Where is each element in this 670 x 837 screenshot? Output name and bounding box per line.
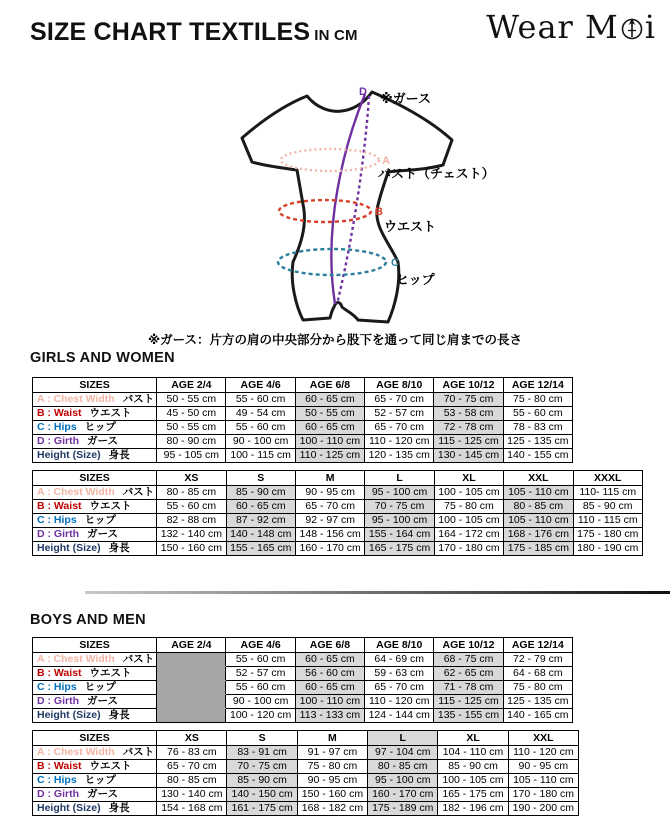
size-cell: 60 - 65 cm [295, 393, 364, 407]
size-cell: 115 - 125 cm [434, 695, 503, 709]
size-cell: 100 - 110 cm [295, 435, 364, 449]
column-header: M [295, 471, 364, 486]
girls-women-size-table [32, 470, 643, 556]
row-label [33, 393, 157, 407]
column-header: XXXL [573, 471, 642, 486]
brand-o-icon [620, 14, 644, 40]
size-cell: 97 - 104 cm [368, 746, 438, 760]
size-cell: 80 - 85 cm [157, 774, 227, 788]
size-cell: 92 - 97 cm [295, 514, 364, 528]
size-cell: 50 - 55 cm [157, 421, 226, 435]
column-header: AGE 10/12 [434, 378, 503, 393]
waist-jp-label: ウエスト [384, 219, 437, 234]
girth-letter-label: D [359, 86, 367, 98]
row-label [33, 449, 157, 463]
size-cell: 165 - 175 cm [438, 788, 508, 802]
size-cell: 80 - 90 cm [157, 435, 226, 449]
size-cell: 170 - 180 cm [434, 542, 503, 556]
size-cell: 170 - 180 cm [508, 788, 578, 802]
size-cell: 72 - 79 cm [503, 653, 572, 667]
table-row [33, 407, 573, 421]
table-row [33, 449, 573, 463]
row-label [33, 709, 157, 723]
column-header: XS [157, 731, 227, 746]
row-label [33, 435, 157, 449]
size-cell: 76 - 83 cm [157, 746, 227, 760]
size-cell: 95 - 105 cm [157, 449, 226, 463]
section-heading-girls-women: GIRLS AND WOMEN [30, 350, 175, 366]
size-cell: 80 - 85 cm [157, 486, 226, 500]
size-cell: 140 - 148 cm [226, 528, 295, 542]
size-cell: 105 - 110 cm [508, 774, 578, 788]
size-cell: 148 - 156 cm [295, 528, 364, 542]
row-label-en: A : Chest Width [37, 486, 115, 498]
size-cell: 65 - 70 cm [157, 760, 227, 774]
column-header: M [297, 731, 367, 746]
column-header: L [368, 731, 438, 746]
size-cell: 68 - 75 cm [434, 653, 503, 667]
row-label-jp: 身長 [108, 542, 130, 554]
size-cell: 150 - 160 cm [157, 542, 226, 556]
size-cell: 100 - 105 cm [434, 514, 503, 528]
size-cell: 60 - 65 cm [295, 653, 364, 667]
size-cell: 78 - 83 cm [503, 421, 572, 435]
table-row [33, 500, 643, 514]
row-label-en: D : Girth [37, 528, 79, 540]
size-cell: 55 - 60 cm [226, 393, 295, 407]
table-row [33, 746, 579, 760]
row-label [33, 500, 157, 514]
row-label-jp: バスト [122, 746, 155, 758]
column-header: AGE 8/10 [365, 638, 434, 653]
size-cell: 70 - 75 cm [227, 760, 297, 774]
row-label [33, 746, 157, 760]
row-label [33, 760, 157, 774]
table-row [33, 802, 579, 816]
size-cell: 110 - 120 cm [365, 435, 434, 449]
row-label-en: A : Chest Width [37, 746, 115, 758]
table-row [33, 653, 573, 667]
size-cell: 65 - 70 cm [365, 421, 434, 435]
row-label [33, 774, 157, 788]
size-cell: 60 - 65 cm [295, 681, 364, 695]
waist-ellipse [279, 200, 371, 222]
row-label [33, 421, 157, 435]
size-cell: 55 - 60 cm [226, 653, 295, 667]
row-label-jp: ウエスト [89, 760, 132, 772]
row-label [33, 802, 157, 816]
waist-letter-label: B [375, 206, 383, 218]
row-label [33, 681, 157, 695]
row-label-jp: ヒップ [84, 514, 116, 526]
size-cell [157, 667, 226, 681]
size-cell: 55 - 60 cm [157, 500, 226, 514]
row-label-en: C : Hips [37, 421, 77, 433]
size-cell: 65 - 70 cm [365, 681, 434, 695]
size-cell: 160 - 170 cm [295, 542, 364, 556]
size-cell: 70 - 75 cm [434, 393, 503, 407]
column-header: AGE 6/8 [295, 378, 364, 393]
size-cell: 105 - 110 cm [504, 514, 573, 528]
row-label [33, 653, 157, 667]
row-label-en: D : Girth [37, 435, 79, 447]
table-row [33, 709, 573, 723]
size-cell: 175 - 185 cm [504, 542, 573, 556]
row-label-jp: バスト [122, 653, 155, 665]
row-label-en: Height (Size) [37, 449, 101, 461]
column-header: AGE 2/4 [157, 378, 226, 393]
row-label-jp: 身長 [108, 449, 130, 461]
row-label-en: Height (Size) [37, 542, 101, 554]
bust-jp-label: バスト（チェスト） [378, 166, 495, 181]
table-row [33, 681, 573, 695]
column-header: SIZES [33, 638, 157, 653]
size-cell: 95 - 100 cm [365, 514, 434, 528]
column-header: XXL [508, 731, 578, 746]
size-cell: 75 - 80 cm [503, 393, 572, 407]
brand-text-left: Wear M [486, 8, 619, 46]
page-title-text: SIZE CHART TEXTILES [30, 18, 311, 46]
row-label-jp: バスト [122, 486, 155, 498]
size-cell: 95 - 100 cm [368, 774, 438, 788]
column-header: S [226, 471, 295, 486]
size-cell: 104 - 110 cm [438, 746, 508, 760]
measurement-diagram [225, 78, 475, 330]
size-cell: 125 - 135 cm [503, 435, 572, 449]
size-cell: 140 - 150 cm [227, 788, 297, 802]
size-cell: 65 - 70 cm [295, 500, 364, 514]
size-cell: 60 - 65 cm [295, 421, 364, 435]
table-row [33, 421, 573, 435]
column-header: XS [157, 471, 226, 486]
column-header: AGE 4/6 [226, 378, 295, 393]
table-row [33, 393, 573, 407]
size-cell: 110 - 115 cm [573, 514, 642, 528]
size-cell: 59 - 63 cm [365, 667, 434, 681]
table-row [33, 486, 643, 500]
size-cell: 60 - 65 cm [226, 500, 295, 514]
size-cell: 100 - 110 cm [295, 695, 364, 709]
bust-letter-label: A [382, 155, 390, 167]
bust-ellipse [281, 149, 379, 171]
girth-jp-label: ※ガース [380, 91, 431, 106]
size-cell: 110 - 125 cm [295, 449, 364, 463]
row-label [33, 486, 157, 500]
size-cell: 168 - 176 cm [504, 528, 573, 542]
column-header: AGE 12/14 [503, 378, 572, 393]
size-cell [157, 681, 226, 695]
size-cell: 87 - 92 cm [226, 514, 295, 528]
size-cell: 50 - 55 cm [157, 393, 226, 407]
size-cell: 168 - 182 cm [297, 802, 367, 816]
size-cell: 65 - 70 cm [365, 393, 434, 407]
row-label-jp: バスト [122, 393, 155, 405]
size-cell: 64 - 69 cm [365, 653, 434, 667]
row-label-jp: ガース [87, 695, 118, 707]
column-header: SIZES [33, 378, 157, 393]
column-header: AGE 12/14 [503, 638, 572, 653]
column-header: AGE 2/4 [157, 638, 226, 653]
column-header: SIZES [33, 471, 157, 486]
row-label-en: B : Waist [37, 667, 82, 679]
row-label-en: B : Waist [37, 407, 82, 419]
row-label-en: B : Waist [37, 760, 82, 772]
size-cell: 75 - 80 cm [297, 760, 367, 774]
column-header: AGE 6/8 [295, 638, 364, 653]
size-cell: 80 - 85 cm [504, 500, 573, 514]
section-heading-boys-men: BOYS AND MEN [30, 612, 146, 628]
row-label-jp: ウエスト [89, 500, 132, 512]
size-cell: 55 - 60 cm [503, 407, 572, 421]
row-label-jp: ガース [87, 435, 118, 447]
row-label [33, 788, 157, 802]
boys-men-age-table [32, 637, 573, 723]
row-label [33, 542, 157, 556]
size-cell: 49 - 54 cm [226, 407, 295, 421]
table-row [33, 514, 643, 528]
size-cell: 132 - 140 cm [157, 528, 226, 542]
table-row [33, 667, 573, 681]
size-cell: 85 - 90 cm [227, 774, 297, 788]
size-cell: 83 - 91 cm [227, 746, 297, 760]
size-cell: 64 - 68 cm [503, 667, 572, 681]
size-cell: 45 - 50 cm [157, 407, 226, 421]
size-cell: 130 - 145 cm [434, 449, 503, 463]
size-cell: 175 - 189 cm [368, 802, 438, 816]
size-cell [157, 709, 226, 723]
size-cell: 85 - 90 cm [438, 760, 508, 774]
size-cell [157, 653, 226, 667]
brand-text-right: i [644, 8, 656, 46]
table-row [33, 528, 643, 542]
hips-jp-label: ヒップ [396, 272, 435, 287]
girls-women-age-table [32, 377, 573, 463]
row-label [33, 514, 157, 528]
size-cell: 155 - 165 cm [226, 542, 295, 556]
row-label-jp: ガース [87, 788, 118, 800]
row-label [33, 528, 157, 542]
size-cell: 165 - 175 cm [365, 542, 434, 556]
size-cell: 154 - 168 cm [157, 802, 227, 816]
column-header: XL [438, 731, 508, 746]
size-cell: 110- 115 cm [573, 486, 642, 500]
row-label-en: Height (Size) [37, 709, 101, 721]
row-label-jp: ウエスト [89, 667, 132, 679]
row-label-jp: 身長 [108, 802, 130, 814]
hips-letter-label: C [391, 257, 399, 269]
size-cell: 164 - 172 cm [434, 528, 503, 542]
size-cell: 90 - 100 cm [226, 695, 295, 709]
size-cell: 110 - 120 cm [365, 695, 434, 709]
size-cell: 100 - 105 cm [438, 774, 508, 788]
row-label-jp: 身長 [108, 709, 130, 721]
size-cell: 90 - 95 cm [508, 760, 578, 774]
row-label-en: A : Chest Width [37, 393, 115, 405]
size-cell: 190 - 200 cm [508, 802, 578, 816]
size-cell: 55 - 60 cm [226, 421, 295, 435]
table-row [33, 542, 643, 556]
row-label-en: C : Hips [37, 514, 77, 526]
size-cell: 100 - 105 cm [434, 486, 503, 500]
size-cell: 90 - 100 cm [226, 435, 295, 449]
column-header: SIZES [33, 731, 157, 746]
size-cell: 182 - 196 cm [438, 802, 508, 816]
size-cell: 113 - 133 cm [295, 709, 364, 723]
page-separator [85, 591, 670, 594]
size-cell: 105 - 110 cm [504, 486, 573, 500]
size-cell: 115 - 125 cm [434, 435, 503, 449]
column-header: L [365, 471, 434, 486]
size-cell: 55 - 60 cm [226, 681, 295, 695]
row-label-en: Height (Size) [37, 802, 101, 814]
row-label-en: A : Chest Width [37, 653, 115, 665]
size-cell: 130 - 140 cm [157, 788, 227, 802]
row-label [33, 695, 157, 709]
column-header: AGE 4/6 [226, 638, 295, 653]
page-title [30, 18, 358, 47]
row-label [33, 667, 157, 681]
size-cell: 85 - 90 cm [573, 500, 642, 514]
row-label-en: C : Hips [37, 774, 77, 786]
column-header: XL [434, 471, 503, 486]
size-cell: 100 - 115 cm [226, 449, 295, 463]
size-cell: 56 - 60 cm [295, 667, 364, 681]
size-cell: 125 - 135 cm [503, 695, 572, 709]
size-cell: 82 - 88 cm [157, 514, 226, 528]
row-label-jp: ヒップ [84, 421, 116, 433]
size-cell: 70 - 75 cm [365, 500, 434, 514]
size-cell: 120 - 135 cm [365, 449, 434, 463]
girth-note: ※ガース：片方の肩の中央部分から股下を通って同じ肩までの長さ [147, 333, 523, 347]
column-header: S [227, 731, 297, 746]
row-label-en: D : Girth [37, 695, 79, 707]
size-cell: 95 - 100 cm [365, 486, 434, 500]
size-cell: 91 - 97 cm [297, 746, 367, 760]
size-cell: 80 - 85 cm [368, 760, 438, 774]
size-cell: 175 - 180 cm [573, 528, 642, 542]
size-cell: 160 - 170 cm [368, 788, 438, 802]
row-label-jp: ヒップ [84, 774, 116, 786]
size-cell: 53 - 58 cm [434, 407, 503, 421]
size-cell: 135 - 155 cm [434, 709, 503, 723]
size-cell: 75 - 80 cm [503, 681, 572, 695]
size-cell: 155 - 164 cm [365, 528, 434, 542]
row-label-en: C : Hips [37, 681, 77, 693]
size-cell: 50 - 55 cm [295, 407, 364, 421]
size-cell: 140 - 165 cm [503, 709, 572, 723]
column-header: XXL [504, 471, 573, 486]
table-row [33, 435, 573, 449]
size-cell: 62 - 65 cm [434, 667, 503, 681]
table-row [33, 760, 579, 774]
size-cell: 90 - 95 cm [297, 774, 367, 788]
table-row [33, 788, 579, 802]
size-cell [157, 695, 226, 709]
size-cell: 110 - 120 cm [508, 746, 578, 760]
size-cell: 124 - 144 cm [365, 709, 434, 723]
row-label [33, 407, 157, 421]
size-cell: 161 - 175 cm [227, 802, 297, 816]
row-label-jp: ヒップ [84, 681, 116, 693]
size-cell: 90 - 95 cm [295, 486, 364, 500]
size-cell: 180 - 190 cm [573, 542, 642, 556]
column-header: AGE 10/12 [434, 638, 503, 653]
row-label-en: B : Waist [37, 500, 82, 512]
size-cell: 75 - 80 cm [434, 500, 503, 514]
size-cell: 100 - 120 cm [226, 709, 295, 723]
table-row [33, 774, 579, 788]
size-cell: 52 - 57 cm [226, 667, 295, 681]
size-cell: 71 - 78 cm [434, 681, 503, 695]
size-cell: 150 - 160 cm [297, 788, 367, 802]
size-cell: 72 - 78 cm [434, 421, 503, 435]
row-label-jp: ウエスト [89, 407, 132, 419]
page-title-unit: IN CM [314, 27, 358, 44]
size-cell: 52 - 57 cm [365, 407, 434, 421]
size-cell: 85 - 90 cm [226, 486, 295, 500]
row-label-en: D : Girth [37, 788, 79, 800]
brand-logo [486, 8, 656, 46]
boys-men-size-table [32, 730, 579, 816]
size-cell: 140 - 155 cm [503, 449, 572, 463]
column-header: AGE 8/10 [365, 378, 434, 393]
row-label-jp: ガース [87, 528, 118, 540]
table-row [33, 695, 573, 709]
